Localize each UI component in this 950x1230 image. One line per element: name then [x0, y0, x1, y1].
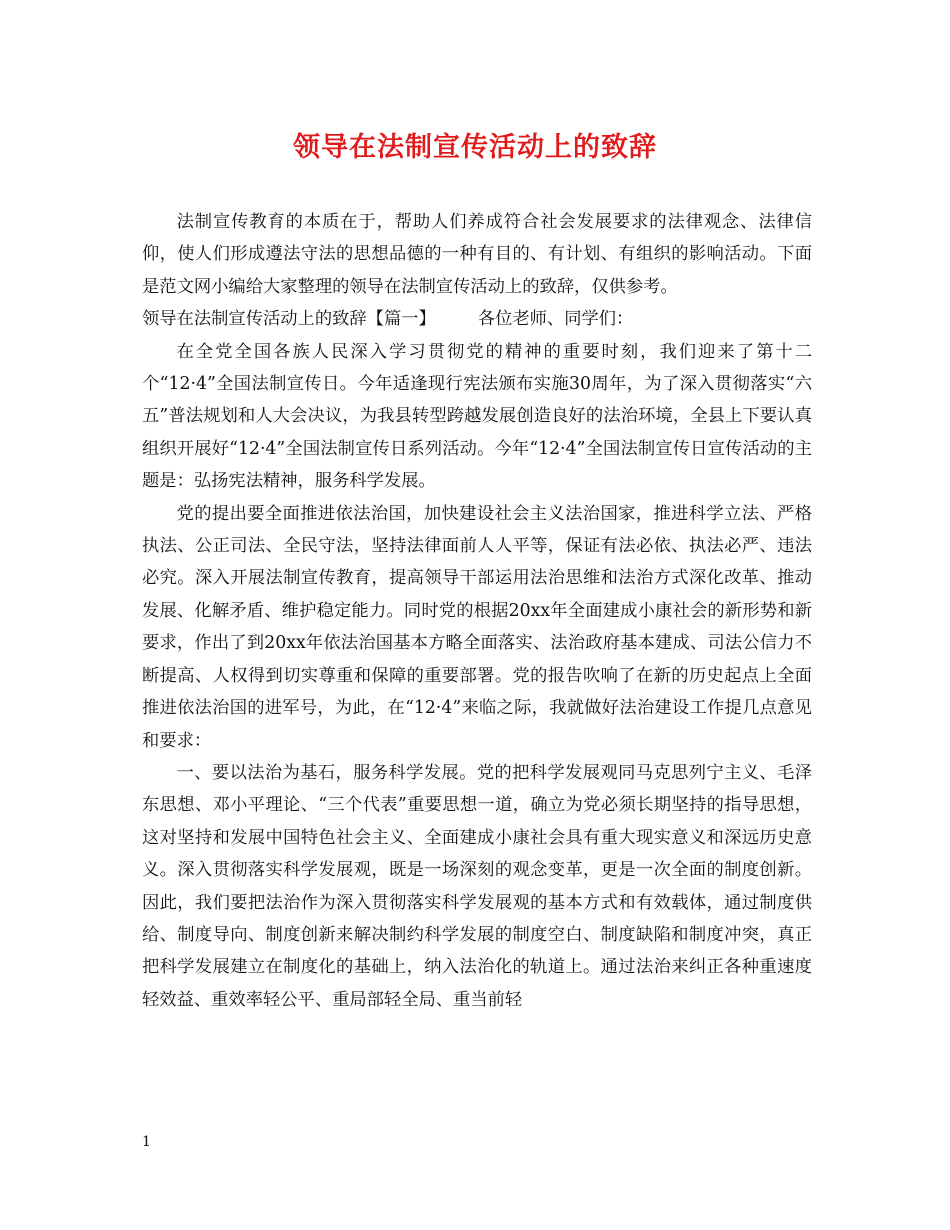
intro-paragraph: 法制宣传教育的本质在于，帮助人们养成符合社会发展要求的法律观念、法律信仰，使人们形成遵法守法的思想品德的一种有目的、有计划、有组织的影响活动。下面是范文网小编给大家整理的领导在法制宣传活动上的致辞，仅供参考。	[142, 212, 812, 297]
section-heading-line	[142, 303, 812, 335]
body-paragraph-2: 党的提出要全面推进依法治国，加快建设社会主义法治国家，推进科学立法、严格执法、公正司法、全民守法，坚持法律面前人人平等，保证有法必依、执法必严、违法必究。深入开展法制宣传教育，提高领导干部运用法治思维和法治方式深化改革、推动发展、化解矛盾、维护稳定能力。同时党的根据20xx年全面建成小康社会的新形势和新要求，作出了到20xx年依法治国基本方略全面落实、法治政府基本建成、司法公信力不断提高、人权得到切实尊重和保障的重要部署。党的报告吹响了在新的历史起点上全面推进依法治国的进军号，为此，在“12·4”来临之际，我就做好法治建设工作提几点意见和要求：	[142, 503, 812, 751]
document-title: 领导在法制宣传活动上的致辞	[293, 132, 657, 163]
body-paragraph-3: 一、要以法治为基石，服务科学发展。党的把科学发展观同马克思列宁主义、毛泽东思想、邓小平理论、“三个代表”重要思想一道，确立为党必须长期坚持的指导思想，这对坚持和发展中国特色社会主义、全面建成小康社会具有重大现实意义和深远历史意义。深入贯彻落实科学发展观，既是一场深刻的观念变革，更是一次全面的制度创新。因此，我们要把法治作为深入贯彻落实科学发展观的基本方式和有效载体，通过制度供给、制度导向、制度创新来解决制约科学发展的制度空白、制度缺陷和制度冲突，真正把科学发展建立在制度化的基础上，纳入法治化的轨道上。通过法治来纠正各种重速度轻效益、重效率轻公平、重局部轻全局、重当前轻	[142, 762, 812, 1010]
document-body	[142, 206, 812, 1016]
body-paragraph-1: 在全党全国各族人民深入学习贯彻党的精神的重要时刻，我们迎来了第十二个“12·4”全国法制宣传日。今年适逢现行宪法颁布实施30周年，为了深入贯彻落实“六五”普法规划和人大会决议，为我县转型跨越发展创造良好的法治环境，全县上下要认真组织开展好“12·4”全国法制宣传日系列活动。今年“12·4”全国法制宣传日宣传活动的主题是：弘扬宪法精神，服务科学发展。	[142, 341, 812, 492]
salutation: 各位老师、同学们：	[477, 309, 634, 330]
section-heading: 领导在法制宣传活动上的致辞【篇一】	[142, 309, 436, 330]
page-number: 1	[142, 1134, 151, 1150]
